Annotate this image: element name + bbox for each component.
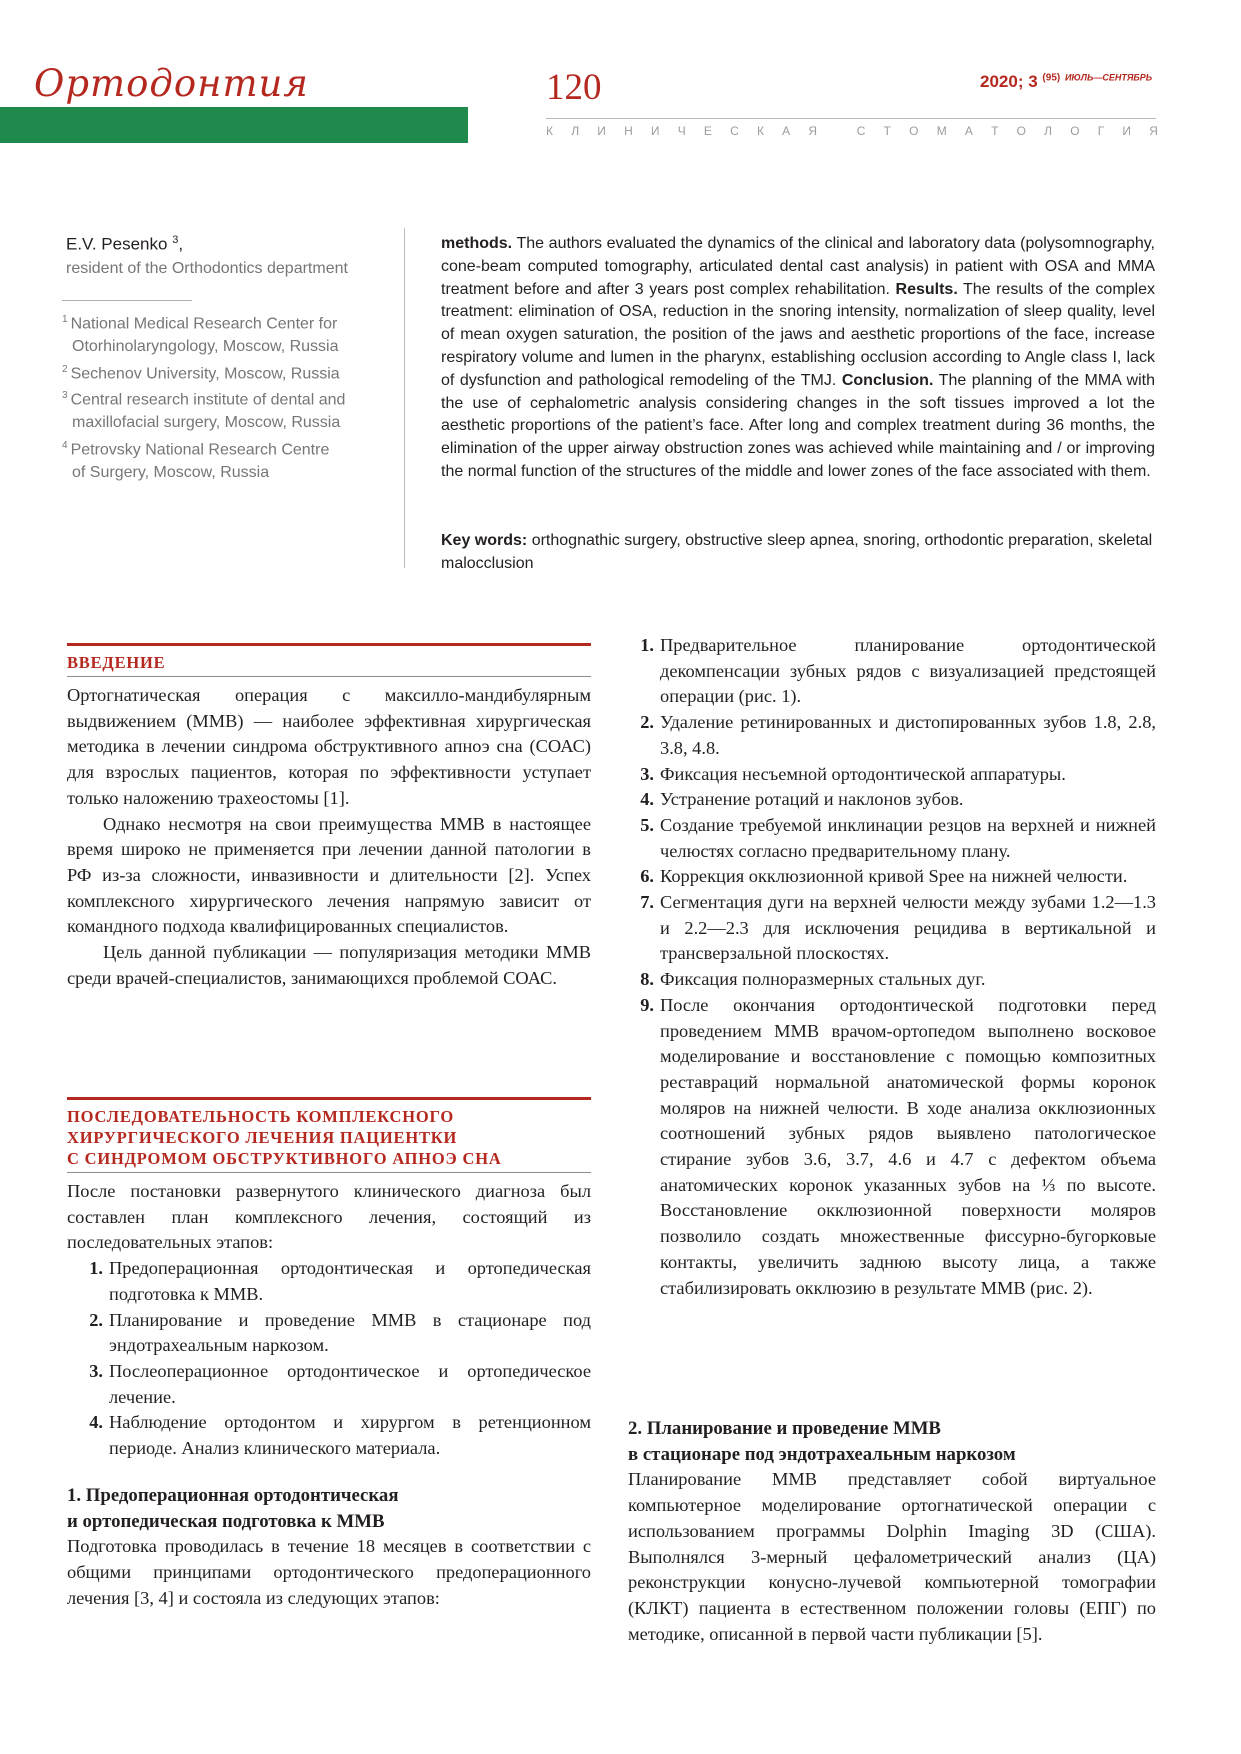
journal-name-letter: Л bbox=[1044, 124, 1053, 138]
methods-label: methods. bbox=[441, 235, 513, 252]
journal-name-letter: И bbox=[650, 124, 660, 138]
journal-name-letter: Ч bbox=[677, 124, 686, 138]
stage-number: 4. bbox=[89, 1412, 103, 1433]
affiliation-number: 4 bbox=[62, 440, 68, 451]
affiliation-text: Central research institute of dental and bbox=[70, 391, 346, 409]
planning-heading-line: в стационаре под эндотрахеальным наркозом bbox=[628, 1443, 1016, 1465]
author-affiliation-mark: 3 bbox=[172, 234, 179, 246]
preop-steps bbox=[628, 633, 1156, 1301]
journal-name-letter: К bbox=[546, 124, 553, 138]
preop-step-item bbox=[628, 787, 1156, 813]
author-name-text: E.V. Pesenko bbox=[66, 234, 168, 254]
preop-step-item bbox=[628, 762, 1156, 788]
preop-heading-line: 1. Предоперационная ортодонтическая bbox=[67, 1485, 399, 1506]
journal-name-letter: И bbox=[1122, 124, 1132, 138]
planning-text: Планирование ММВ представляет собой виртуальное компьютерное моделирование ортогнатической операции с использованием программы Dolphin Imaging 3D (США). Выполнялся 3-мерный цефалометрический анализ (ЦА) реконструкции конусно-лучевой компьютерной томографии (КЛКТ) пациента в естественном положении головы (ЕПГ) по методике, описанной в первой части публикации [5]. bbox=[628, 1469, 1156, 1644]
step-text: Сегментация дуги на верхней челюсти между зубами 1.2—1.3 и 2.2—2.3 для исключения рецидива в вертикальной и трансверзальной плоскостях. bbox=[660, 892, 1156, 964]
affiliation-1 bbox=[62, 308, 382, 358]
step-number: 4. bbox=[640, 789, 654, 810]
intro-paragraph-3: Цель данной публикации — популяризация методики ММВ среди врачей-специалистов, занимающихся проблемой СОАС. bbox=[67, 942, 591, 988]
journal-name-gap bbox=[835, 124, 838, 138]
stages-list bbox=[67, 1256, 591, 1462]
step-text: Предварительное планирование ортодонтической декомпенсации зубных рядов с визуализацией предстоящей операции (рис. 1). bbox=[660, 635, 1156, 707]
affiliation-number: 3 bbox=[62, 390, 68, 401]
affiliation-number: 2 bbox=[62, 364, 68, 375]
affiliation-3 bbox=[62, 384, 382, 434]
preop-heading bbox=[67, 1483, 591, 1534]
planning-heading bbox=[628, 1416, 1156, 1467]
step-number: 7. bbox=[640, 892, 654, 913]
step-number: 9. bbox=[640, 994, 654, 1015]
step-number: 6. bbox=[640, 866, 654, 887]
issue-info bbox=[980, 72, 1152, 92]
column-divider bbox=[404, 228, 405, 568]
keywords bbox=[441, 530, 1155, 576]
keywords-text: orthognathic surgery, obstructive sleep apnea, snoring, orthodontic preparation, skeletal malocclusion bbox=[441, 532, 1153, 572]
sequence-heading-bar bbox=[67, 1097, 591, 1100]
journal-name-letter: Я bbox=[1149, 124, 1158, 138]
preop-section bbox=[67, 1483, 591, 1612]
affiliation-rule bbox=[62, 300, 192, 301]
intro-text bbox=[67, 683, 591, 991]
sequence-intro: После постановки развернутого клинического диагноза был составлен план комплексного лечения, состоящий из последовательных этапов: bbox=[67, 1181, 591, 1253]
stage-item bbox=[77, 1256, 591, 1307]
journal-name-letter: О bbox=[1070, 124, 1080, 138]
conclusion-text: The planning of the MMA with the use of cephalometric analysis considering changes in the soft tissues improved a lot the aesthetic proportions of the patient’s face. After long and complex treatment during 36 months, the elimination of the upper airway obstruction zones was achieved while maintaining and / or improving the normal function of the structures of the middle and lower zones of the face associated with them. bbox=[441, 371, 1156, 480]
step-number: 8. bbox=[640, 969, 654, 990]
affiliation-text-cont: maxillofacial surgery, Moscow, Russia bbox=[72, 414, 341, 432]
stage-item bbox=[77, 1308, 591, 1359]
page-number: 120 bbox=[546, 67, 602, 108]
affiliation-4 bbox=[62, 434, 382, 484]
preop-step-item bbox=[628, 633, 1156, 710]
preop-text: Подготовка проводилась в течение 18 месяцев в соответствии с общими принципами ортодонтического предоперационного лечения [3, 4] и состояла из следующих этапов: bbox=[67, 1536, 591, 1608]
preop-step-item bbox=[628, 993, 1156, 1301]
issue-year: 2020; bbox=[980, 72, 1024, 91]
stage-number: 3. bbox=[89, 1360, 103, 1381]
preop-step-item bbox=[628, 890, 1156, 967]
issue-number: 3 bbox=[1028, 72, 1038, 91]
journal-name-letter: Л bbox=[571, 124, 580, 138]
intro-paragraph-2: Однако несмотря на свои преимущества ММВ в настоящее время широко не применяется при лечении данной патологии в РФ из-за сложности, инвазивности и длительности [2]. Успех комплексного хирургического лечения напрямую зависит от командного подхода квалифицированных специалистов. bbox=[67, 813, 591, 937]
intro-heading-underline bbox=[67, 676, 591, 677]
sequence-body bbox=[67, 1179, 591, 1462]
author-role: resident of the Orthodontics department bbox=[66, 260, 348, 277]
sequence-heading-underline bbox=[67, 1172, 591, 1173]
author-suffix: , bbox=[178, 234, 184, 254]
affiliation-text: Sechenov University, Moscow, Russia bbox=[70, 365, 340, 383]
step-text: Фиксация несъемной ортодонтической аппаратуры. bbox=[660, 763, 1066, 784]
step-text: Устранение ротаций и наклонов зубов. bbox=[660, 789, 964, 810]
stage-text: Планирование и проведение ММВ в стационаре под эндотрахеальным наркозом. bbox=[109, 1309, 591, 1356]
journal-name-letter: К bbox=[756, 124, 764, 138]
step-text: Коррекция окклюзионной кривой Spee на нижней челюсти. bbox=[660, 866, 1128, 887]
keywords-label: Key words: bbox=[441, 532, 528, 549]
author-name bbox=[66, 234, 183, 255]
stage-number: 2. bbox=[89, 1309, 103, 1330]
step-number: 2. bbox=[640, 712, 654, 733]
stage-number: 1. bbox=[89, 1258, 103, 1279]
sequence-heading-line: ХИРУРГИЧЕСКОГО ЛЕЧЕНИЯ ПАЦИЕНТКИ bbox=[67, 1128, 458, 1147]
sequence-heading bbox=[67, 1106, 591, 1169]
issue-total-number: (95) bbox=[1042, 72, 1061, 84]
step-number: 5. bbox=[640, 814, 654, 835]
journal-name-letter: А bbox=[964, 124, 973, 138]
preop-step-item bbox=[628, 813, 1156, 864]
step-text: После окончания ортодонтической подготовки перед проведением ММВ врачом-ортопедом выполнено восковое моделирование и восстановление с помощью композитных реставраций нормальной анатомической формы коронок моляров на нижней челюсти. В ходе анализа окклюзионных соотношений зубных рядов выявлено патологическое стирание зубов 3.6, 3.7, 4.6 и 4.7 с дефектом объема анатомических коронок указанных зубов на ⅓ по высоте. Восстановление окклюзионной поверхности моляров позволило создать множественные фиссурно-бугорковые контакты, увеличить заднюю высоту лица, а также стабилизировать окклюзию в результате ММВ (рис. 2). bbox=[660, 994, 1156, 1298]
intro-paragraph-1: Ортогнатическая операция с максилло-мандибулярным выдвижением (ММВ) — наиболее эффективная хирургическая методика в лечении синдрома обструктивного апноэ сна (СОАС) для взрослых пациентов, которая по эффективности уступает только наложению трахеостомы [1]. bbox=[67, 685, 591, 808]
step-number: 3. bbox=[640, 763, 654, 784]
affiliation-number: 1 bbox=[62, 314, 68, 325]
stage-item bbox=[77, 1410, 591, 1461]
planning-section bbox=[628, 1416, 1156, 1647]
affiliation-text: National Medical Research Center for bbox=[70, 315, 338, 333]
preop-step-item bbox=[628, 864, 1156, 890]
sequence-heading-line: ПОСЛЕДОВАТЕЛЬНОСТЬ КОМПЛЕКСНОГО bbox=[67, 1107, 455, 1126]
section-logo: Ортодонтия bbox=[34, 62, 309, 105]
journal-name-letter: О bbox=[1016, 124, 1026, 138]
intro-heading: ВВЕДЕНИЕ bbox=[67, 653, 166, 672]
stage-item bbox=[77, 1359, 591, 1410]
step-text: Создание требуемой инклинации резцов на верхней и нижней челюстях согласно предварительному плану. bbox=[660, 814, 1156, 861]
journal-name-letter: Н bbox=[624, 124, 633, 138]
stage-text: Предоперационная ортодонтическая и ортопедическая подготовка к ММВ. bbox=[109, 1258, 591, 1304]
journal-name-letter: С bbox=[730, 124, 739, 138]
affiliation-text-cont: Otorhinolaryngology, Moscow, Russia bbox=[72, 338, 339, 356]
header-green-bar bbox=[0, 107, 468, 143]
journal-name-letter: Е bbox=[703, 124, 712, 138]
journal-rule bbox=[546, 118, 1156, 119]
affiliation-text: Petrovsky National Research Centre bbox=[70, 441, 330, 459]
results-text: The results of the complex treatment: elimination of OSA, reduction in the snoring intensity, normalization of sleep quality, level of mean oxygen saturation, the position of the jaws and aesthetic proportions of the face, increase respiratory volume and lumen in the pharynx, establishing occlusion according to Angle class I, lack of dysfunction and pathological remodeling of the TMJ. bbox=[441, 280, 1156, 389]
step-text: Фиксация полноразмерных стальных дуг. bbox=[660, 969, 986, 990]
journal-name-letter: Г bbox=[1097, 124, 1105, 138]
journal-name-letter: С bbox=[856, 124, 866, 138]
journal-name-letter: М bbox=[936, 124, 947, 138]
journal-name-letter: Т bbox=[991, 124, 999, 138]
step-number: 1. bbox=[640, 635, 654, 655]
affiliation-2 bbox=[62, 358, 382, 385]
preop-step-item bbox=[628, 967, 1156, 993]
results-label: Results. bbox=[895, 280, 958, 298]
sequence-heading-line: С СИНДРОМОМ ОБСТРУКТИВНОГО АПНОЭ СНА bbox=[67, 1149, 502, 1168]
affiliation-text-cont: of Surgery, Moscow, Russia bbox=[72, 464, 270, 482]
conclusion-label: Conclusion. bbox=[841, 371, 934, 389]
journal-name bbox=[546, 124, 1158, 138]
journal-name-letter: И bbox=[597, 124, 606, 138]
journal-name-letter: А bbox=[782, 124, 791, 138]
journal-name-letter: Я bbox=[808, 124, 818, 138]
stage-text: Послеоперационное ортодонтическое и ортопедическое лечение. bbox=[109, 1360, 591, 1407]
journal-name-letter: Т bbox=[883, 124, 891, 138]
preop-steps-list bbox=[628, 633, 1156, 1301]
stage-text: Наблюдение ортодонтом и хирургом в ретенционном периоде. Анализ клинического материала. bbox=[109, 1412, 591, 1459]
planning-heading-line: 2. Планирование и проведение ММВ bbox=[628, 1418, 941, 1439]
preop-step-item bbox=[628, 710, 1156, 761]
preop-heading-line: и ортопедическая подготовка к ММВ bbox=[67, 1510, 385, 1532]
issue-months: ИЮЛЬ—СЕНТЯБРЬ bbox=[1064, 72, 1153, 83]
abstract bbox=[441, 233, 1155, 484]
intro-heading-bar bbox=[67, 643, 591, 646]
step-text: Удаление ретинированных и дистопированных зубов 1.8, 2.8, 3.8, 4.8. bbox=[660, 712, 1156, 758]
journal-name-letter: О bbox=[909, 124, 919, 138]
methods-text: The authors evaluated the dynamics of the clinical and laboratory data (polysomnography, cone-beam computed tomography, articulated dental cast analysis) in patient with OSA and MMA treatment before and after 3 years post complex rehabilitation. bbox=[441, 235, 1155, 298]
